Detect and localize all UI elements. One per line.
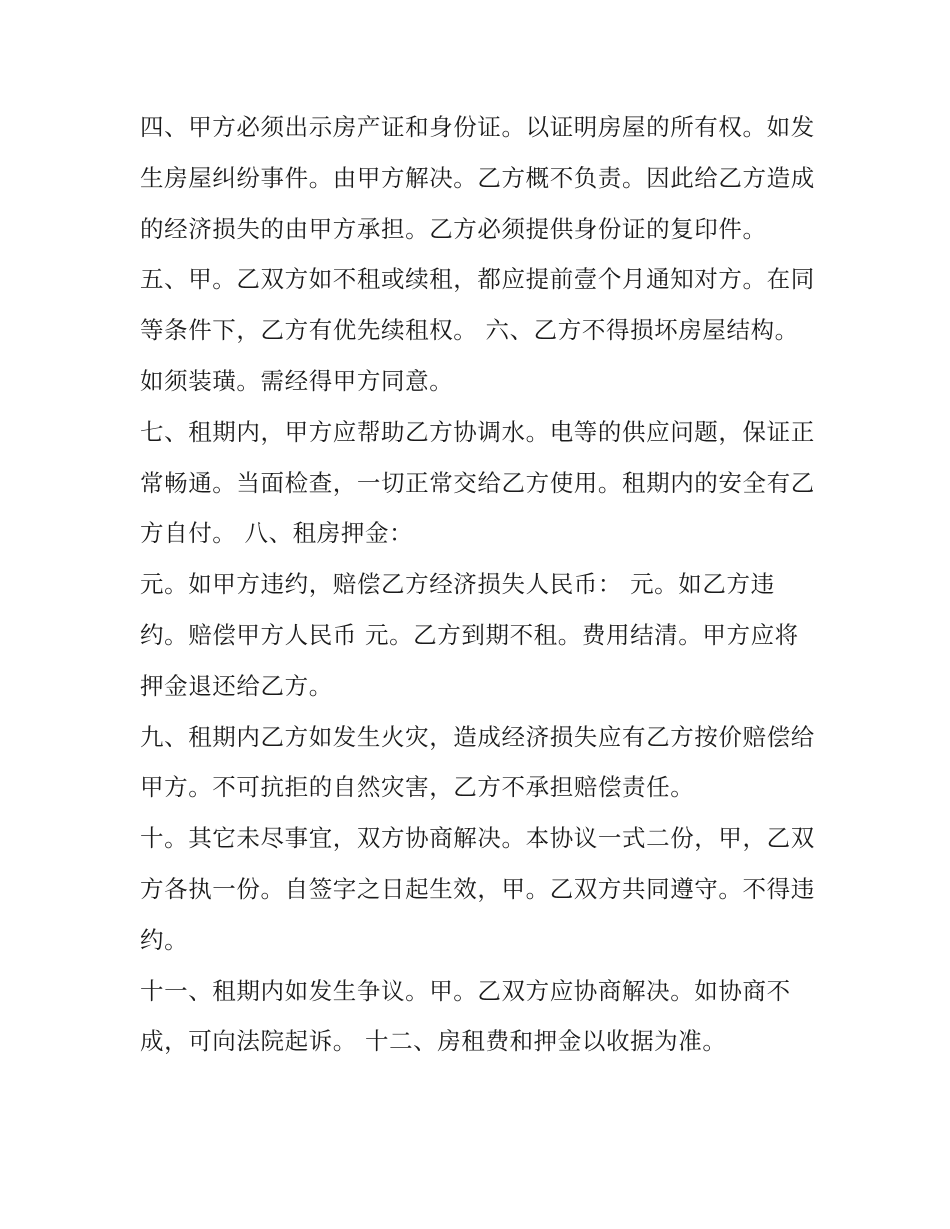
clause-four-paragraph: 四、甲方必须出示房产证和身份证。以证明房屋的所有权。如发生房屋纠纷事件。由甲方解决。乙方概不负责。因此给乙方造成的经济损失的由甲方承担。乙方必须提供身份证的复印件。: [140, 113, 815, 243]
clause-eleven-twelve-paragraph: 十一、租期内如发生争议。甲。乙双方应协商解决。如协商不成，可向法院起诉。 十二、房租费和押金以收据为准。: [140, 976, 791, 1056]
clause-ten-paragraph: 十。其它未尽事宜，双方协商解决。本协议一式二份，甲，乙双方各执一份。自签字之日起生效，甲。乙双方共同遵守。不得违约。: [140, 824, 815, 954]
document-body: [140, 102, 815, 1067]
clause-five-six-paragraph: 五、甲。乙双方如不租或续租，都应提前壹个月通知对方。在同等条件下，乙方有优先续租权。 六、乙方不得损坏房屋结构。如须装璜。需经得甲方同意。: [140, 265, 815, 395]
deposit-penalty-paragraph: 元。如甲方违约，赔偿乙方经济损失人民币： 元。如乙方违约。赔偿甲方人民币 元。乙方到期不租。费用结清。甲方应将押金退还给乙方。: [140, 570, 799, 700]
clause-nine-paragraph: 九、租期内乙方如发生火灾，造成经济损失应有乙方按价赔偿给甲方。不可抗拒的自然灾害，乙方不承担赔偿责任。: [140, 722, 815, 802]
clause-seven-eight-paragraph: 七、租期内，甲方应帮助乙方协调水。电等的供应问题，保证正常畅通。当面检查，一切正常交给乙方使用。租期内的安全有乙方自付。 八、租房押金：: [140, 417, 815, 548]
